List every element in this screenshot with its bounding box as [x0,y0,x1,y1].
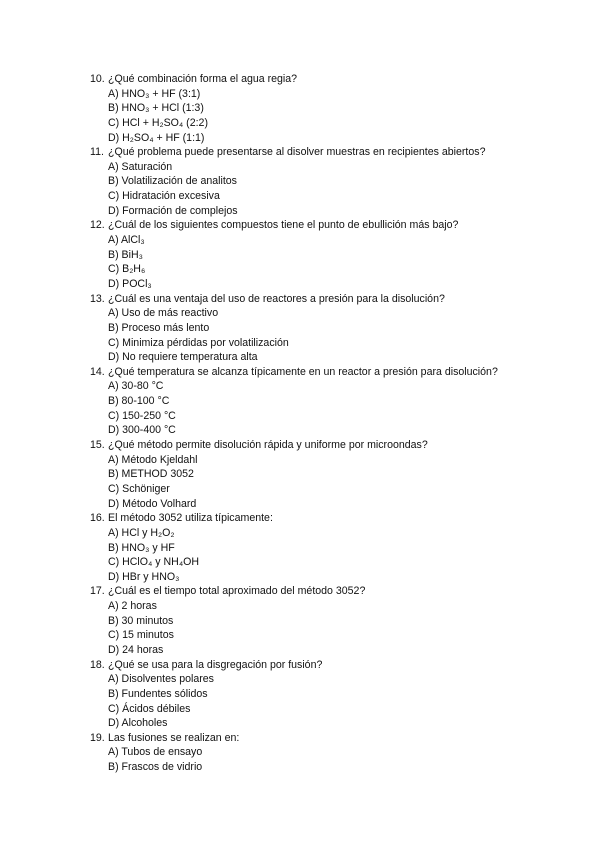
question-stem [90,658,570,673]
question-item [90,584,570,657]
question-text: Las fusiones se realizan en: [108,731,240,744]
answer-option: A) Disolventes polares [108,673,214,686]
answer-option: A) 30-80 °C [108,380,164,393]
question-item [90,72,570,145]
question-text: ¿Cuál de los siguientes compuestos tiene el punto de ebullición más bajo? [108,219,459,232]
question-stem [90,365,570,380]
answer-option: B) METHOD 3052 [108,468,194,481]
option-list [90,379,570,438]
answer-option: B) Proceso más lento [108,321,210,334]
answer-option: C) Ácidos débiles [108,702,191,715]
question-text: ¿Qué método permite disolución rápida y uniforme por microondas? [108,439,428,452]
option-list [90,233,570,292]
answer-option: C) Hidratación excesiva [108,190,220,203]
question-text: ¿Qué se usa para la disgregación por fusión? [108,658,323,671]
option-list [90,160,570,219]
answer-option: A) Método Kjeldahl [108,453,198,466]
answer-option: D) HBr y HNO₃ [108,570,180,583]
question-stem [90,218,570,233]
question-number: 14. [90,365,105,378]
option-list [90,745,570,774]
question-number: 12. [90,219,105,232]
answer-option: D) 24 horas [108,643,164,656]
question-number: 16. [90,512,105,525]
question-stem [90,72,570,87]
answer-option: B) Fundentes sólidos [108,687,208,700]
question-item [90,292,570,365]
answer-option: D) Método Volhard [108,497,197,510]
answer-option: A) HCl y H₂O₂ [108,526,175,539]
question-item [90,145,570,218]
answer-option: A) HNO₃ + HF (3:1) [108,87,201,100]
answer-option: B) 30 minutos [108,614,174,627]
question-number: 15. [90,439,105,452]
answer-option: C) Schöniger [108,482,170,495]
answer-option: C) HCl + H₂SO₄ (2:2) [108,116,208,129]
answer-option: A) Tubos de ensayo [108,746,203,759]
question-item [90,731,570,775]
answer-option: B) Volatilización de analitos [108,175,237,188]
question-stem [90,292,570,307]
question-number: 18. [90,658,105,671]
answer-option: B) Frascos de vidrio [108,761,203,774]
question-stem [90,438,570,453]
question-text: ¿Qué combinación forma el agua regia? [108,73,298,85]
answer-option: B) 80-100 °C [108,395,170,408]
question-list [90,72,570,775]
question-item [90,511,570,584]
option-list [90,306,570,365]
answer-option: B) BiH₃ [108,248,143,261]
answer-option: D) Formación de complejos [108,204,238,217]
answer-option: B) HNO₃ + HCl (1:3) [108,102,204,115]
option-list [90,87,570,146]
answer-option: C) HClO₄ y NH₄OH [108,556,200,569]
question-number: 13. [90,292,105,305]
answer-option: B) HNO₃ y HF [108,541,175,554]
answer-option: C) 150-250 °C [108,409,176,422]
answer-option: C) 15 minutos [108,629,174,642]
question-number: 19. [90,731,105,744]
question-number: 17. [90,585,105,598]
question-text: ¿Cuál es el tiempo total aproximado del método 3052? [108,585,366,598]
answer-option: A) Uso de más reactivo [108,307,219,320]
option-list [90,599,570,658]
answer-option: A) 2 horas [108,600,157,613]
question-stem [90,511,570,526]
option-list [90,453,570,512]
question-number: 11. [90,146,104,159]
question-item [90,438,570,511]
answer-option: D) H₂SO₄ + HF (1:1) [108,131,205,144]
answer-option: D) No requiere temperatura alta [108,351,258,364]
answer-option: A) AlCl₃ [108,234,145,247]
question-text: ¿Qué problema puede presentarse al disolver muestras en recipientes abiertos? [108,146,486,159]
question-stem [90,731,570,746]
question-item [90,218,570,291]
question-item [90,365,570,438]
option-list [90,672,570,731]
question-text: ¿Qué temperatura se alcanza típicamente en un reactor a presión para disolución? [108,365,498,378]
answer-option: A) Saturación [108,160,173,173]
question-number: 10. [90,73,105,85]
question-text: El método 3052 utiliza típicamente: [108,512,273,525]
answer-option: D) 300-400 °C [108,424,176,437]
answer-option: D) POCl₃ [108,277,152,290]
answer-option: D) Alcoholes [108,717,168,730]
answer-option: C) B₂H₆ [108,263,146,276]
question-text: ¿Cuál es una ventaja del uso de reactores a presión para la disolución? [108,292,445,305]
answer-option: C) Minimiza pérdidas por volatilización [108,336,289,349]
question-item [90,658,570,731]
option-list [90,526,570,585]
question-stem [90,584,570,599]
question-stem [90,145,570,160]
